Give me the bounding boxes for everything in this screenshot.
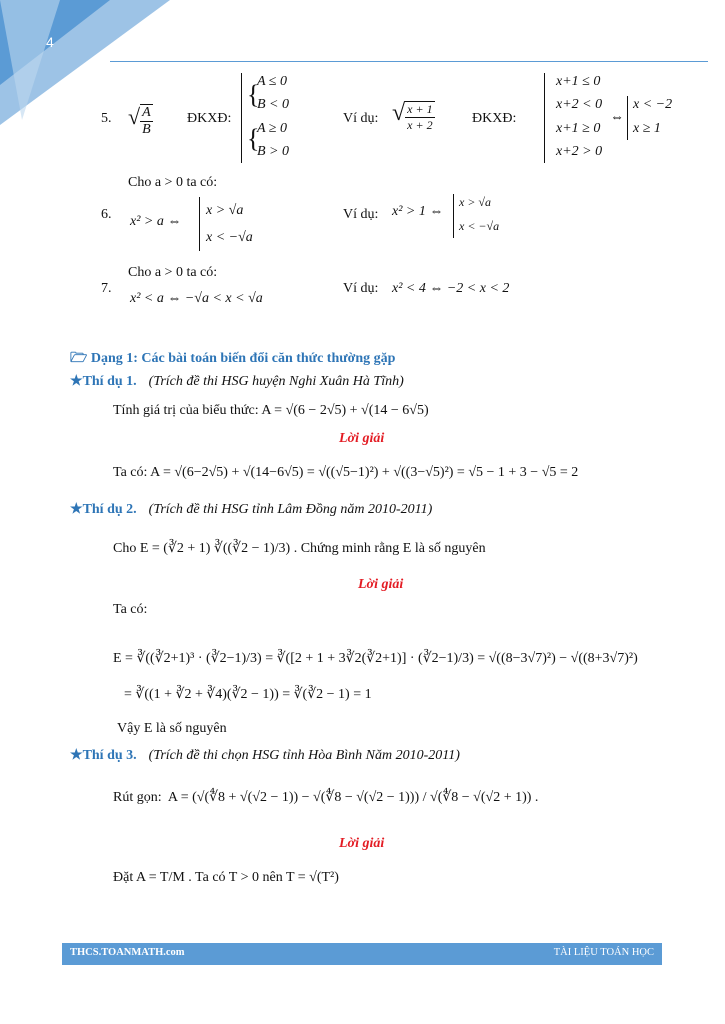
item-5-case-3: A ≥ 0: [257, 121, 287, 136]
star-icon: ★: [70, 374, 83, 389]
item-5-case2-3: x+1 ≥ 0: [556, 121, 601, 136]
example-2-taco: Ta có:: [113, 602, 148, 617]
item-5-case-2: B < 0: [257, 97, 289, 112]
item-5-dkxd-2: ĐKXĐ:: [472, 111, 517, 126]
footer-site: THCS.TOANMATH.com: [70, 947, 185, 958]
item-7-expr: x² < a ⇔ −√a < x < √a: [130, 291, 263, 306]
item-5-result-2: x ≥ 1: [633, 121, 661, 136]
example-1-answer: Ta có: A = √(6−2√5) + √(14−6√5) = √((√5−1)²) + √((3−√5)²) = √5 − 1 + 3 − √5 = 2: [113, 465, 579, 480]
example-2-task: Cho E = (∛2 + 1) ∛((∛2 − 1)/3) . Chứng minh rằng E là số nguyên: [113, 541, 486, 556]
item-5-case-4: B > 0: [257, 144, 289, 159]
item-5-number: 5.: [101, 111, 112, 126]
header-rule: [110, 61, 708, 62]
example-3-header: ★Thí dụ 3. (Trích đề thi chọn HSG tỉnh Hòa Bình Năm 2010-2011): [70, 748, 460, 763]
footer-title: TÀI LIỆU TOÁN HỌC: [553, 947, 654, 958]
item-6-vidu: Ví dụ:: [343, 207, 379, 222]
item-6-intro: Cho a > 0 ta có:: [128, 175, 218, 190]
example-2-conclusion: Vậy E là số nguyên: [117, 721, 227, 736]
example-2-solution-label: Lời giải: [358, 577, 404, 592]
item-6-case-1: x > √a: [206, 203, 244, 218]
item-5-result-1: x < −2: [633, 97, 673, 112]
item-7-vidu: Ví dụ:: [343, 281, 379, 296]
item-6-case2-1: x > √a: [459, 195, 492, 209]
section-heading: 🗁 Dạng 1: Các bài toán biến đổi căn thức thường gặp: [70, 351, 396, 366]
example-3-task: Rút gọn: A = (√(∜8 + √(√2 − 1)) − √(∜8 − √(√2 − 1))) / √(∜8 − √(√2 + 1)) .: [113, 790, 539, 805]
item-6-expr: x² > a ⇔: [130, 214, 182, 229]
example-3-answer: Đặt A = T/M . Ta có T > 0 nên T = √(T²): [113, 870, 339, 885]
example-3-solution-label: Lời giải: [339, 836, 385, 851]
item-5-dkxd: ĐKXĐ:: [187, 111, 232, 126]
item-7-example: x² < 4 ⇔ −2 < x < 2: [392, 281, 510, 296]
item-6-example: x² > 1 ⇔: [392, 204, 444, 219]
star-icon: ★: [70, 502, 83, 517]
item-5-case2-1: x+1 ≤ 0: [556, 74, 601, 89]
item-5-case2-4: x+2 > 0: [556, 144, 603, 159]
example-2-header: ★Thí dụ 2. (Trích đề thi HSG tỉnh Lâm Đồng năm 2010-2011): [70, 502, 433, 517]
item-5-bracket: [241, 73, 242, 163]
item-5-case2-2: x+2 < 0: [556, 97, 603, 112]
star-icon: ★: [70, 748, 83, 763]
example-1-task: Tính giá trị của biểu thức: A = √(6 − 2√5) + √(14 − 6√5): [113, 403, 429, 418]
item-7-intro: Cho a > 0 ta có:: [128, 265, 218, 280]
item-6-number: 6.: [101, 207, 112, 222]
item-6-case-2: x < −√a: [206, 230, 253, 245]
item-5-expr: √ $\frac{A}{B}$: [128, 104, 151, 137]
item-7-number: 7.: [101, 281, 112, 296]
example-2-line-2: = ∛((1 + ∛2 + ∛4)(∛2 − 1)) = ∛(∛2 − 1) = 1: [124, 687, 372, 702]
item-6-case2-2: x < −√a: [459, 219, 500, 233]
item-5-case-1: A ≤ 0: [257, 74, 287, 89]
example-2-line-1: E = ∛((∛2+1)³ · (∛2−1)/3) = ∛([2 + 1 + 3∛2(∛2+1)] · (∛2−1)/3) = √((8−3√7)²) − √((8+3√7)²): [113, 651, 638, 666]
page-number: 4: [46, 34, 54, 50]
folder-icon: 🗁: [70, 351, 88, 366]
item-5-example: √ $\frac{x + 1}{x + 2}$: [392, 100, 433, 132]
item-5-vidu: Ví dụ:: [343, 111, 379, 126]
example-1-header: ★Thí dụ 1. (Trích đề thi HSG huyện Nghi Xuân Hà Tĩnh): [70, 374, 404, 389]
example-1-solution-label: Lời giải: [339, 431, 385, 446]
footer-bar: [62, 943, 662, 965]
